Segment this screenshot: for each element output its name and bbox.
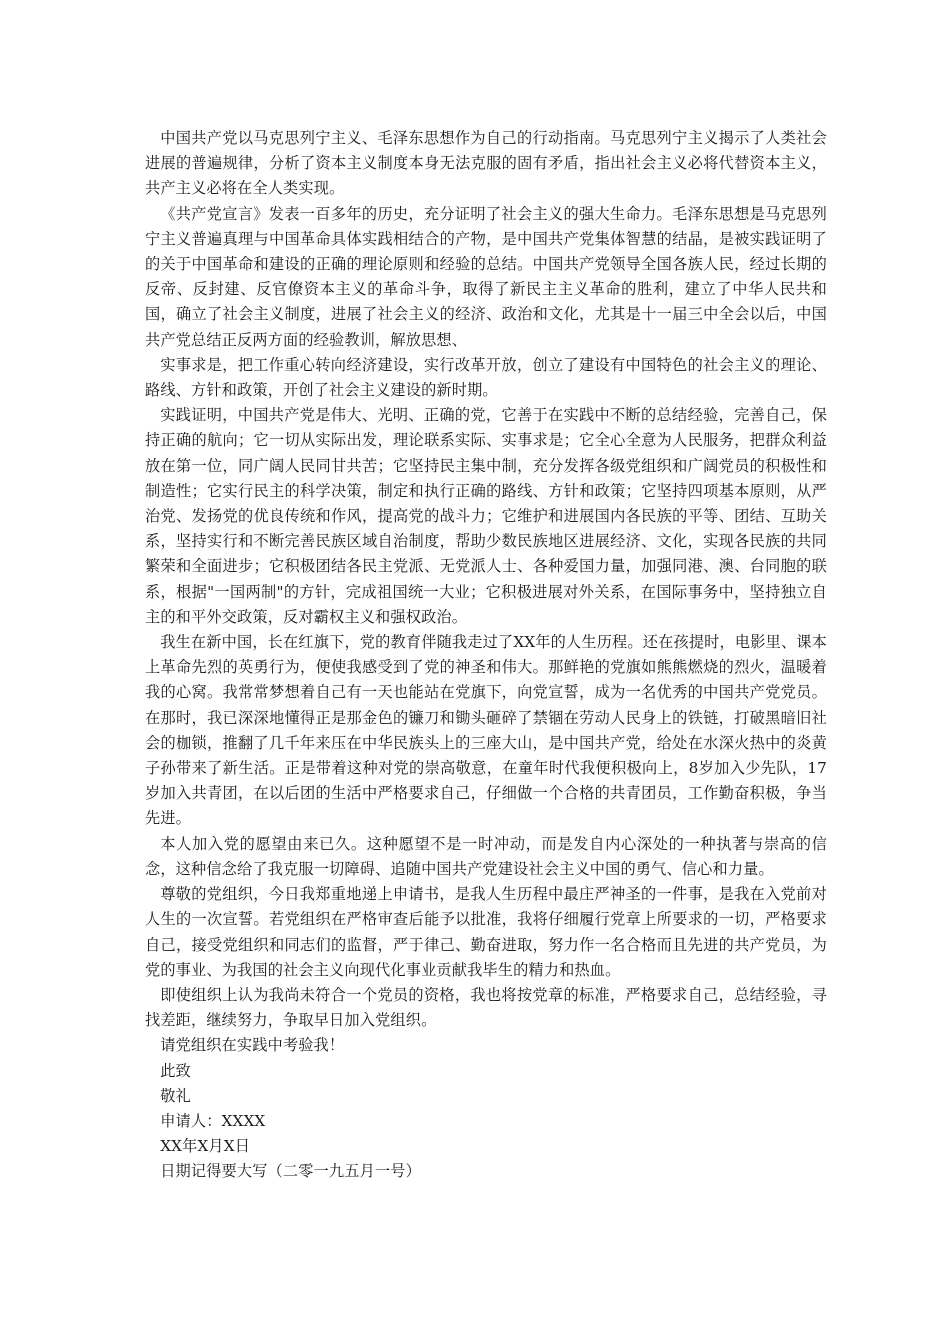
paragraph-personal-history: 我生在新中国，长在红旗下，党的教育伴随我走过了XX年的人生历程。还在孩提时，电影里、课本上革命先烈的英勇行为，便使我感受到了党的神圣和伟大。那鲜艳的党旗如熊熊燃烧的烈火，温暖着我的心窝。我常常梦想着自己有一天也能站在党旗下，向党宣誓，成为一名优秀的中国共产党党员。在那时，我已深深地懂得正是那金色的镰刀和锄头砸碎了禁锢在劳动人民身上的铁链，打破黑暗旧社会的枷锁，推翻了几千年来压在中华民族头上的三座大山，是中国共产党，给处在水深火热中的炎黄子孙带来了新生活。正是带着这种对党的崇高敬意，在童年时代我便积极向上，8岁加入少先队，17岁加入共青团，在以后团的生活中严格要求自己，仔细做一个合格的共青团员，工作勤奋积极，争当先进。 xyxy=(145,633,827,828)
closing-salutation: 此致 xyxy=(160,1061,191,1080)
application-date: XX年X月X日 xyxy=(160,1137,251,1156)
document-page xyxy=(145,126,827,1185)
closing-regards: 敬礼 xyxy=(160,1086,191,1105)
paragraph-practice-proves: 实践证明，中国共产党是伟大、光明、正确的党，它善于在实践中不断的总结经验，完善自己，保持正确的航向；它一切从实际出发，理论联系实际、实事求是；它全心全意为人民服务，把群众利益放在第一位，同广阔人民同甘共苦；它坚持民主集中制，充分发挥各级党组织和广阔党员的积极性和制造性；它实行民主的科学决策，制定和执行正确的路线、方针和政策；它坚持四项基本原则，从严治党、发扬党的优良传统和作风，提高党的战斗力；它维护和进展国内各民族的平等、团结、互助关系，坚持实行和不断完善民族区域自治制度，帮助少数民族地区进展经济、文化，实现各民族的共同繁荣和全面进步；它积极团结各民主党派、无党派人士、各种爱国力量，加强同港、澳、台同胞的联系，根据"一国两制"的方针，完成祖国统一大业；它积极进展对外关系，在国际事务中，坚持独立自主的和平外交政策，反对霸权主义和强权政治。 xyxy=(145,406,827,626)
paragraph-reform-opening: 实事求是，把工作重心转向经济建设，实行改革开放，创立了建设有中国特色的社会主义的理论、路线、方针和政策，开创了社会主义建设的新时期。 xyxy=(145,355,827,400)
closing-request: 请党组织在实践中考验我！ xyxy=(160,1036,345,1055)
applicant-signature: 申请人：XXXX xyxy=(160,1111,266,1130)
paragraph-long-held-wish: 本人加入党的愿望由来已久。这种愿望不是一时冲动，而是发自内心深处的一种执著与崇高的信念，这种信念给了我克服一切障碍、追随中国共产党建设社会主义中国的勇气、信心和力量。 xyxy=(145,834,827,878)
date-format-note: 日期记得要大写（二零一九五月一号） xyxy=(160,1162,421,1181)
paragraph-communist-manifesto: 《共产党宣言》发表一百多年的历史，充分证明了社会主义的强大生命力。毛泽东思想是马克思列宁主义普遍真理与中国革命具体实践相结合的产物，是中国共产党集体智慧的结晶，是被实践证明了的关于中国革命和建设的正确的理论原则和经验的总结。中国共产党领导全国各族人民，经过长期的反帝、反封建、反官僚资本主义的革命斗争，取得了新民主主义革命的胜利，建立了中华人民共和国，确立了社会主义制度，进展了社会主义的经济、政治和文化，尤其是十一届三中全会以后，中国共产党总结正反两方面的经验教训，解放思想、 xyxy=(145,204,827,349)
paragraph-solemn-pledge: 尊敬的党组织，今日我郑重地递上申请书，是我人生历程中最庄严神圣的一件事，是我在入党前对人生的一次宣誓。若党组织在严格审查后能予以批准，我将仔细履行党章上所要求的一切，严格要求自己，接受党组织和同志们的监督，严于律己、勤奋进取，努力作一名合格而且先进的共产党员，为党的事业、为我国的社会主义向现代化事业贡献我毕生的精力和热血。 xyxy=(145,885,827,979)
paragraph-continued-effort: 即使组织上认为我尚未符合一个党员的资格，我也将按党章的标准，严格要求自己，总结经验，寻找差距，继续努力，争取早日加入党组织。 xyxy=(145,985,827,1030)
paragraph-guiding-ideology: 中国共产党以马克思列宁主义、毛泽东思想作为自己的行动指南。马克思列宁主义揭示了人类社会进展的普遍规律，分析了资本主义制度本身无法克服的固有矛盾，指出社会主义必将代替资本主义，共产主义必将在全人类实现。 xyxy=(145,129,827,198)
